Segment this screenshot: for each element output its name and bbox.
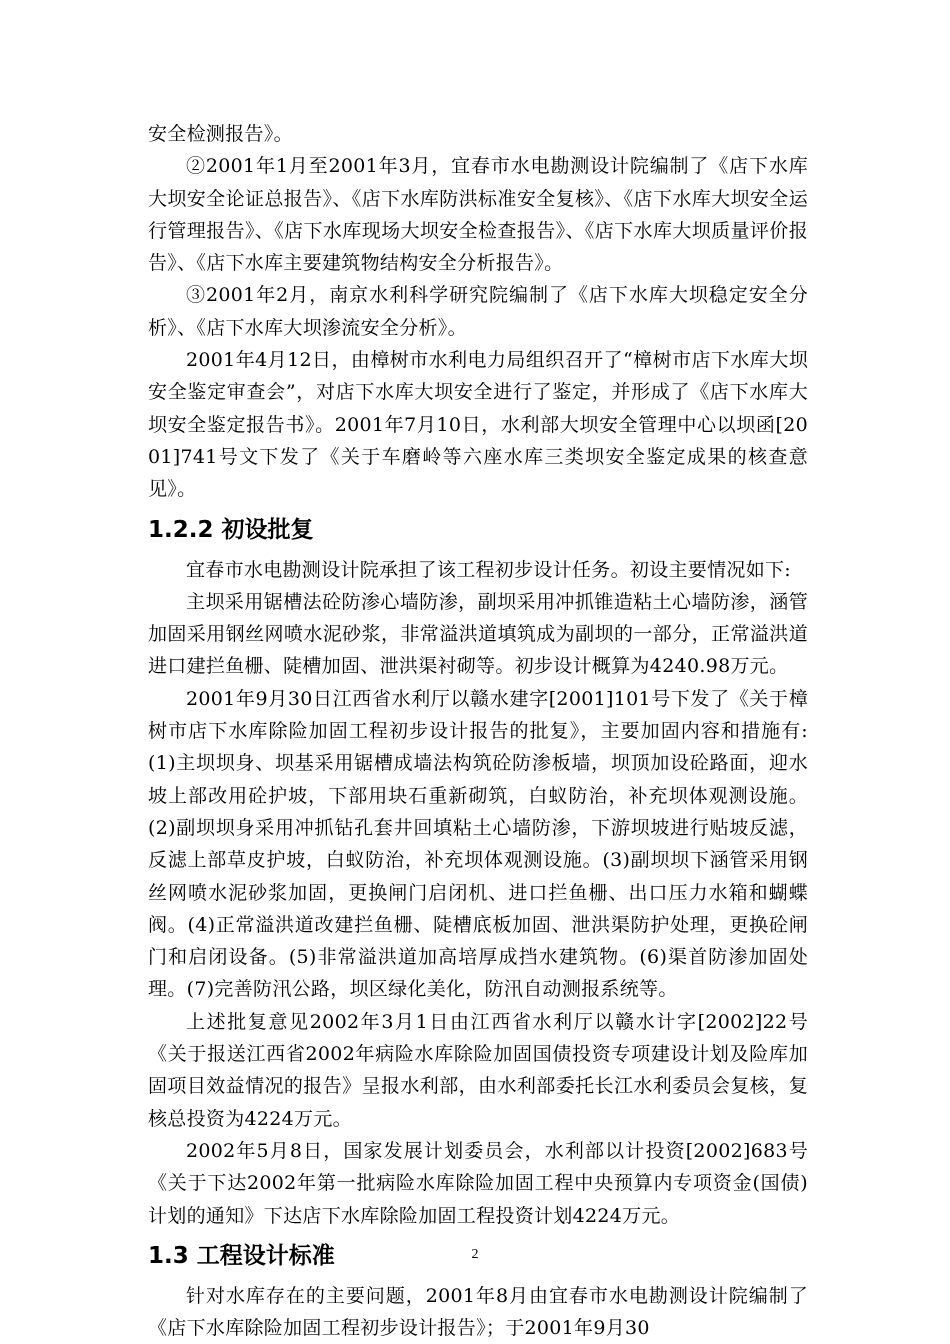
section-heading-1-2-2: 1.2.2 初设批复 [148,516,314,543]
paragraph: 2001年4月12日，由樟树市水利电力局组织召开了“樟树市店下水库大坝安全鉴定审查会”，对店下水库大坝安全进行了鉴定，并形成了《店下水库大坝安全鉴定报告书》。2001年7月10日，水利部大坝安全管理中心以坝函[2001]741号文下发了《关于车磨岭等六座水库三类坝安全鉴定成果的核查意见》。 [148,349,808,501]
paragraph: ③2001年2月，南京水利科学研究院编制了《店下水库大坝稳定安全分析》、《店下水库大坝渗流安全分析》。 [148,284,808,339]
paragraph: 上述批复意见2002年3月1日由江西省水利厅以赣水计字[2002]22号《关于报送江西省2002年病险水库除险加固国债投资专项建设计划及险库加固项目效益情况的报告》呈报水利部，由水利部委托长江水利委员会复核，复核总投资为4224万元。 [148,1010,808,1130]
paragraph: 宜春市水电勘测设计院承担了该工程初步设计任务。初设主要情况如下: [186,558,792,581]
paragraph: 主坝采用锯槽法砼防渗心墙防渗，副坝采用冲抓锥造粘土心墙防渗，涵管加固采用钢丝网喷水泥砂浆，非常溢洪道填筑成为副坝的一部分，正常溢洪道进口建拦鱼栅、陡槽加固、泄洪渠衬砌等。初步设计概算为4240.98万元。 [148,590,808,678]
paragraph: ②2001年1月至2001年3月，宜春市水电勘测设计院编制了《店下水库大坝安全论证总报告》、《店下水库防洪标准安全复核》、《店下水库大坝安全运行管理报告》、《店下水库现场大坝安全检查报告》、《店下水库大坝质量评价报告》、《店下水库主要建筑物结构安全分析报告》。 [148,155,808,275]
paragraph: 2002年5月8日，国家发展计划委员会，水利部以计投资[2002]683号《关于下达2002年第一批病险水库除险加固工程中央预算内专项资金(国债)计划的通知》下达店下水库除险加固工程投资计划4224万元。 [148,1139,808,1227]
paragraph: 针对水库存在的主要问题，2001年8月由宜春市水电勘测设计院编制了《店下水库除险加固工程初步设计报告》；于2001年9月30 [148,1284,808,1340]
paragraph: 2001年9月30日江西省水利厅以赣水建字[2001]101号下发了《关于樟树市店下水库除险加固工程初步设计报告的批复》，主要加固内容和措施有:(1)主坝坝身、坝基采用锯槽成墙法构筑砼防渗板墙，坝顶加设砼路面，迎水坡上部改用砼护坡，下部用块石重新砌筑，白蚁防治，补充坝体观测设施。(2)副坝坝身采用冲抓钻孔套井回填粘土心墙防渗，下游坝坡进行贴坡反滤，反滤上部草皮护坡，白蚁防治，补充坝体观测设施。(3)副坝坝下涵管采用钢丝网喷水泥砂浆加固，更换闸门启闭机、进口拦鱼栅、出口压力水箱和蝴蝶阀。(4)正常溢洪道改建拦鱼栅、陡槽底板加固、泄洪渠防护处理，更换砼闸门和启闭设备。(5)非常溢洪道加高培厚成挡水建筑物。(6)渠首防渗加固处理。(7)完善防汛公路，坝区绿化美化，防汛自动测报系统等。 [148,687,808,1001]
document-page [148,118,808,1344]
paragraph: 安全检测报告》。 [148,123,293,145]
page-number: 2 [471,1247,479,1262]
section-heading-1-3: 1.3 工程设计标准 [148,1242,335,1269]
